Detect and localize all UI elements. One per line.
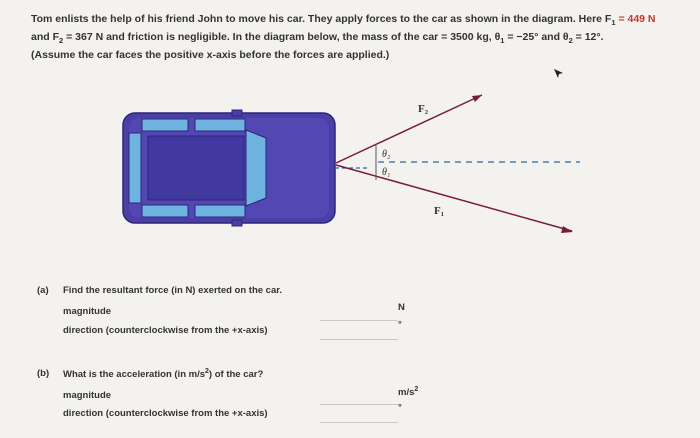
car-top-view — [123, 110, 335, 226]
problem-text: = 449 N — [615, 13, 656, 25]
problem-text: and F — [31, 31, 59, 44]
problem-text: Tom enlists the help of his friend John to move his car. They apply forces to the car as shown in the diagram. Here F — [31, 13, 612, 25]
subscript: 1 — [500, 36, 505, 46]
problem-text: = 367 N and friction is negligible. In the diagram below, the mass of the car = 3500 kg, θ — [63, 31, 501, 44]
part-b-direction-label: direction (counterclockwise from the +x-axis) — [63, 408, 268, 419]
problem-text: = −25° and θ — [504, 31, 569, 44]
part-b-direction-input[interactable] — [320, 406, 398, 423]
problem-statement — [31, 12, 691, 63]
problem-text: (Assume the car faces the positive x-axis before the forces are applied.) — [31, 49, 390, 62]
part-b-question-text: What is the acceleration (in m/s — [63, 369, 206, 381]
part-b-magnitude-label: magnitude — [63, 390, 112, 401]
subscript: 1 — [611, 18, 616, 28]
part-b-question-text: ) of the car? — [208, 369, 264, 381]
f1-label: F₁ — [434, 205, 445, 217]
part-a-question: Find the resultant force (in N) exerted on the car. — [63, 285, 283, 296]
part-b-direction-unit: ° — [398, 402, 402, 413]
superscript: 2 — [205, 368, 209, 375]
part-a-direction-label: direction (counterclockwise from the +x-axis) — [63, 325, 268, 336]
part-b-magnitude-unit — [398, 386, 418, 398]
part-a-label: (a) — [37, 285, 49, 296]
part-b-question — [63, 368, 263, 380]
part-a-magnitude-input[interactable] — [320, 304, 398, 321]
theta2-label: θ₂ — [382, 149, 391, 160]
part-b-label: (b) — [37, 368, 50, 379]
problem-text: = 12°. — [572, 31, 604, 44]
f2-arrowhead — [472, 95, 482, 102]
f2-vector — [336, 95, 482, 163]
part-a-magnitude-label: magnitude — [63, 306, 112, 317]
f1-vector — [336, 165, 572, 231]
subscript: 2 — [568, 36, 573, 46]
part-a-direction-unit: ° — [398, 319, 402, 330]
part-b-magnitude-input[interactable] — [320, 388, 398, 405]
f1-arrowhead — [561, 226, 573, 233]
superscript: 2 — [414, 386, 419, 393]
part-a-magnitude-unit: N — [398, 302, 405, 313]
theta1-label: θ₁ — [382, 167, 391, 178]
f2-label: F₂ — [418, 103, 429, 115]
subscript: 2 — [59, 36, 64, 46]
force-diagram — [0, 68, 700, 248]
part-a-direction-input[interactable] — [320, 323, 398, 340]
unit-text: m/s — [398, 387, 415, 399]
